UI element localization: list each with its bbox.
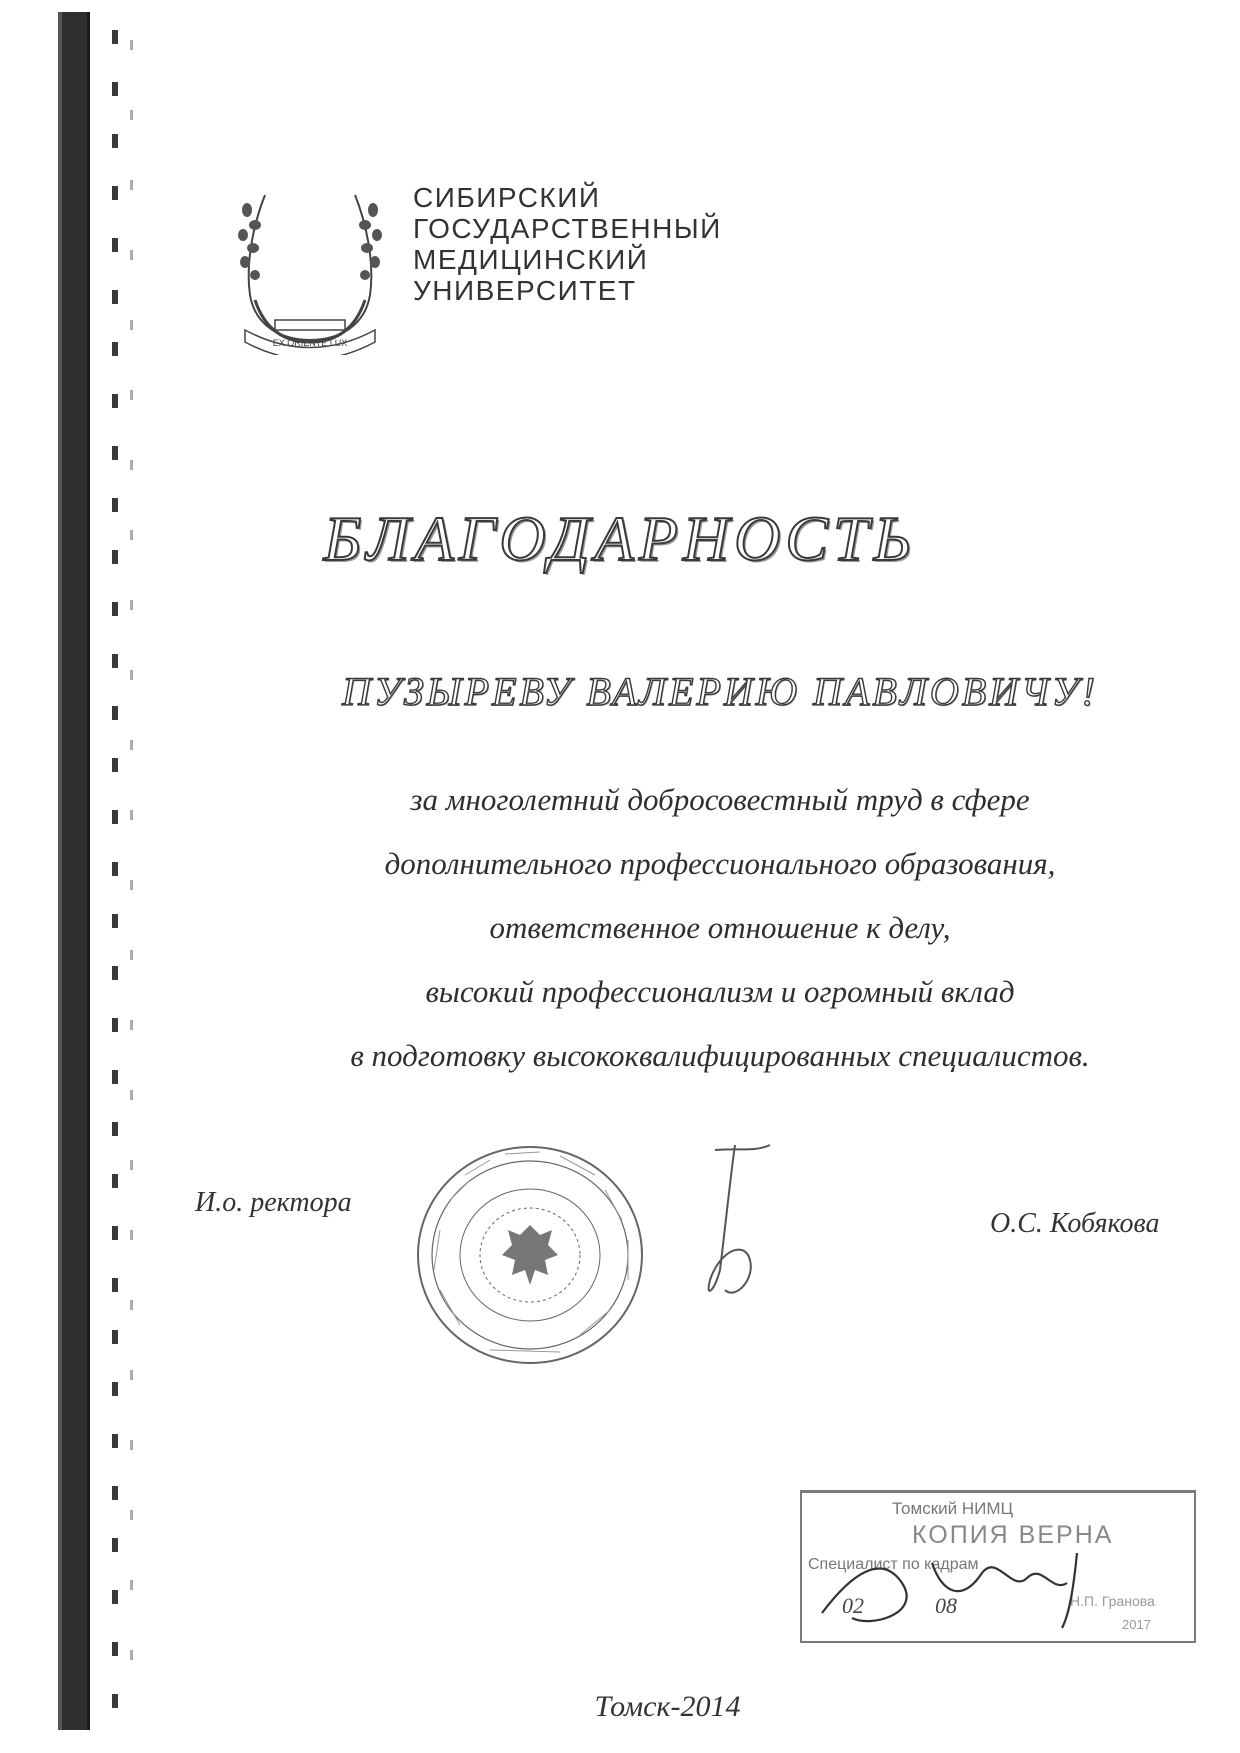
stamp-signer-name: Н.П. Гранова [1070, 1593, 1155, 1609]
body-line: дополнительного профессионального образования, [384, 846, 1056, 881]
signatory-position: И.о. ректора [195, 1187, 352, 1218]
body-line: в подготовку высококвалифицированных специалистов. [350, 1038, 1090, 1073]
certificate-body [220, 768, 1220, 1088]
stamp-signature-icon [812, 1533, 1172, 1633]
scan-edge [58, 12, 90, 1730]
logo-motto: EX ORIENTE LUX [272, 338, 348, 348]
recipient-name: ПУЗЫРЕВУ ВАЛЕРИЮ ПАВЛОВИЧУ! [342, 669, 1098, 714]
body-line: высокий профессионализм и огромный вклад [425, 974, 1015, 1009]
stamp-role: Специалист по кадрам [808, 1556, 979, 1573]
stamp-year: 2017 [1122, 1617, 1151, 1632]
university-name-line: УНИВЕРСИТЕТ [413, 275, 637, 306]
stamp-title: КОПИЯ ВЕРНА [912, 1521, 1114, 1549]
scan-edge-marks-secondary [130, 40, 133, 1690]
university-name-line: МЕДИЦИНСКИЙ [413, 244, 649, 275]
stamp-date-day: 02 [842, 1593, 864, 1618]
rector-signature-icon [695, 1140, 775, 1310]
city-year: Томск-2014 [594, 1690, 741, 1723]
body-line: ответственное отношение к делу, [489, 910, 951, 945]
certificate-title: БЛАГОДАРНОСТЬ [323, 503, 917, 574]
copy-certification-stamp [800, 1490, 1196, 1643]
university-name-line: ГОСУДАРСТВЕННЫЙ [413, 213, 722, 244]
stamp-organization: Томский НИМЦ [892, 1499, 1014, 1518]
university-name-line: СИБИРСКИЙ [413, 182, 601, 213]
stamp-date-month: 08 [935, 1593, 957, 1618]
body-line: за многолетний добросовестный труд в сфере [410, 782, 1030, 817]
university-name [413, 182, 722, 306]
scan-edge-marks [112, 30, 118, 1710]
signatory-name: О.С. Кобякова [990, 1208, 1160, 1239]
official-seal-icon [410, 1140, 650, 1370]
university-logo-icon [225, 180, 395, 355]
